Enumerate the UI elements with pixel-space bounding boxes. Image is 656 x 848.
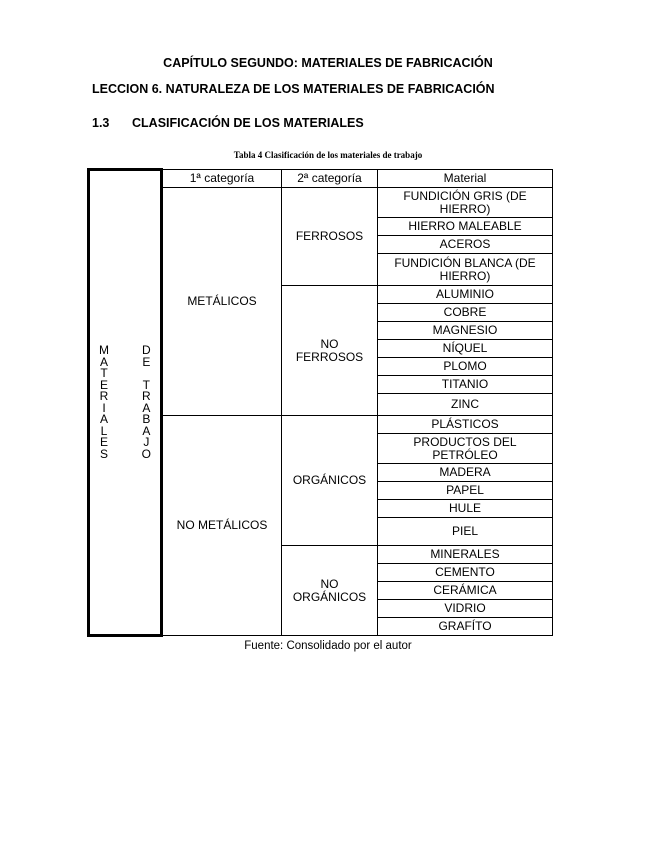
letter: O	[141, 446, 151, 461]
letter: M	[99, 343, 109, 357]
letter: A	[99, 412, 108, 426]
letter: E	[142, 354, 151, 369]
vertical-word-de-trabajo	[142, 345, 151, 460]
material-cell: MINERALES	[378, 546, 553, 564]
category-no-metalicos: NO METÁLICOS	[162, 416, 282, 636]
chapter-title: CAPÍTULO SEGUNDO: MATERIALES DE FABRICACIÓN	[163, 56, 493, 70]
letter: A	[142, 400, 151, 415]
material-cell: HIERRO MALEABLE	[378, 218, 553, 236]
material-cell: ZINC	[378, 394, 553, 416]
material-cell: VIDRIO	[378, 600, 553, 618]
material-cell: NÍQUEL	[378, 340, 553, 358]
letter: R	[99, 389, 109, 403]
letter: B	[142, 412, 151, 426]
header-cat1: 1ª categoría	[162, 170, 282, 188]
vertical-label-cell	[89, 170, 162, 636]
material-cell: TITANIO	[378, 376, 553, 394]
material-cell: FUNDICIÓN BLANCA (DE HIERRO)	[378, 254, 553, 286]
material-cell: FUNDICIÓN GRIS (DE HIERRO)	[378, 188, 553, 218]
section-number: 1.3	[92, 116, 110, 130]
letter: E	[99, 377, 108, 392]
letter: R	[141, 389, 151, 403]
source-note: Fuente: Consolidado por el autor	[244, 640, 412, 652]
letter: J	[143, 435, 150, 449]
letter: T	[100, 366, 108, 380]
material-cell: PIEL	[378, 518, 553, 546]
letter: T	[142, 377, 150, 392]
material-cell: PLOMO	[378, 358, 553, 376]
section-title: CLASIFICACIÓN DE LOS MATERIALES	[132, 116, 364, 130]
subcategory-no-organicos: NO ORGÁNICOS	[282, 546, 378, 636]
vertical-label	[99, 345, 151, 460]
material-cell: CERÁMICA	[378, 582, 553, 600]
material-cell: ACEROS	[378, 236, 553, 254]
material-cell: COBRE	[378, 304, 553, 322]
header-material: Material	[378, 170, 553, 188]
subcategory-ferrosos: FERROSOS	[282, 188, 378, 286]
letter: S	[99, 446, 108, 461]
subcategory-organicos: ORGÁNICOS	[282, 416, 378, 546]
category-metalicos: METÁLICOS	[162, 188, 282, 416]
table-caption: Tabla 4 Clasificación de los materiales de trabajo	[233, 150, 423, 160]
material-cell: PLÁSTICOS	[378, 416, 553, 434]
letter: D	[141, 343, 151, 357]
lesson-title: LECCION 6. NATURALEZA DE LOS MATERIALES DE FABRICACIÓN	[92, 82, 495, 96]
letter: A	[142, 423, 151, 438]
section-heading	[92, 116, 364, 130]
material-cell: HULE	[378, 500, 553, 518]
material-cell: MAGNESIO	[378, 322, 553, 340]
material-cell: MADERA	[378, 464, 553, 482]
vertical-word-materiales	[99, 345, 109, 460]
material-cell: PRODUCTOS DEL PETRÓLEO	[378, 434, 553, 464]
letter: E	[99, 435, 108, 449]
subcategory-no-ferrosos: NO FERROSOS	[282, 286, 378, 416]
material-cell: GRAFÍTO	[378, 618, 553, 636]
letter: I	[102, 400, 106, 415]
header-cat2: 2ª categoría	[282, 170, 378, 188]
material-cell: PAPEL	[378, 482, 553, 500]
letter: A	[99, 354, 108, 369]
material-cell: ALUMINIO	[378, 286, 553, 304]
classification-table	[87, 168, 553, 637]
letter: L	[100, 423, 108, 438]
material-cell: CEMENTO	[378, 564, 553, 582]
